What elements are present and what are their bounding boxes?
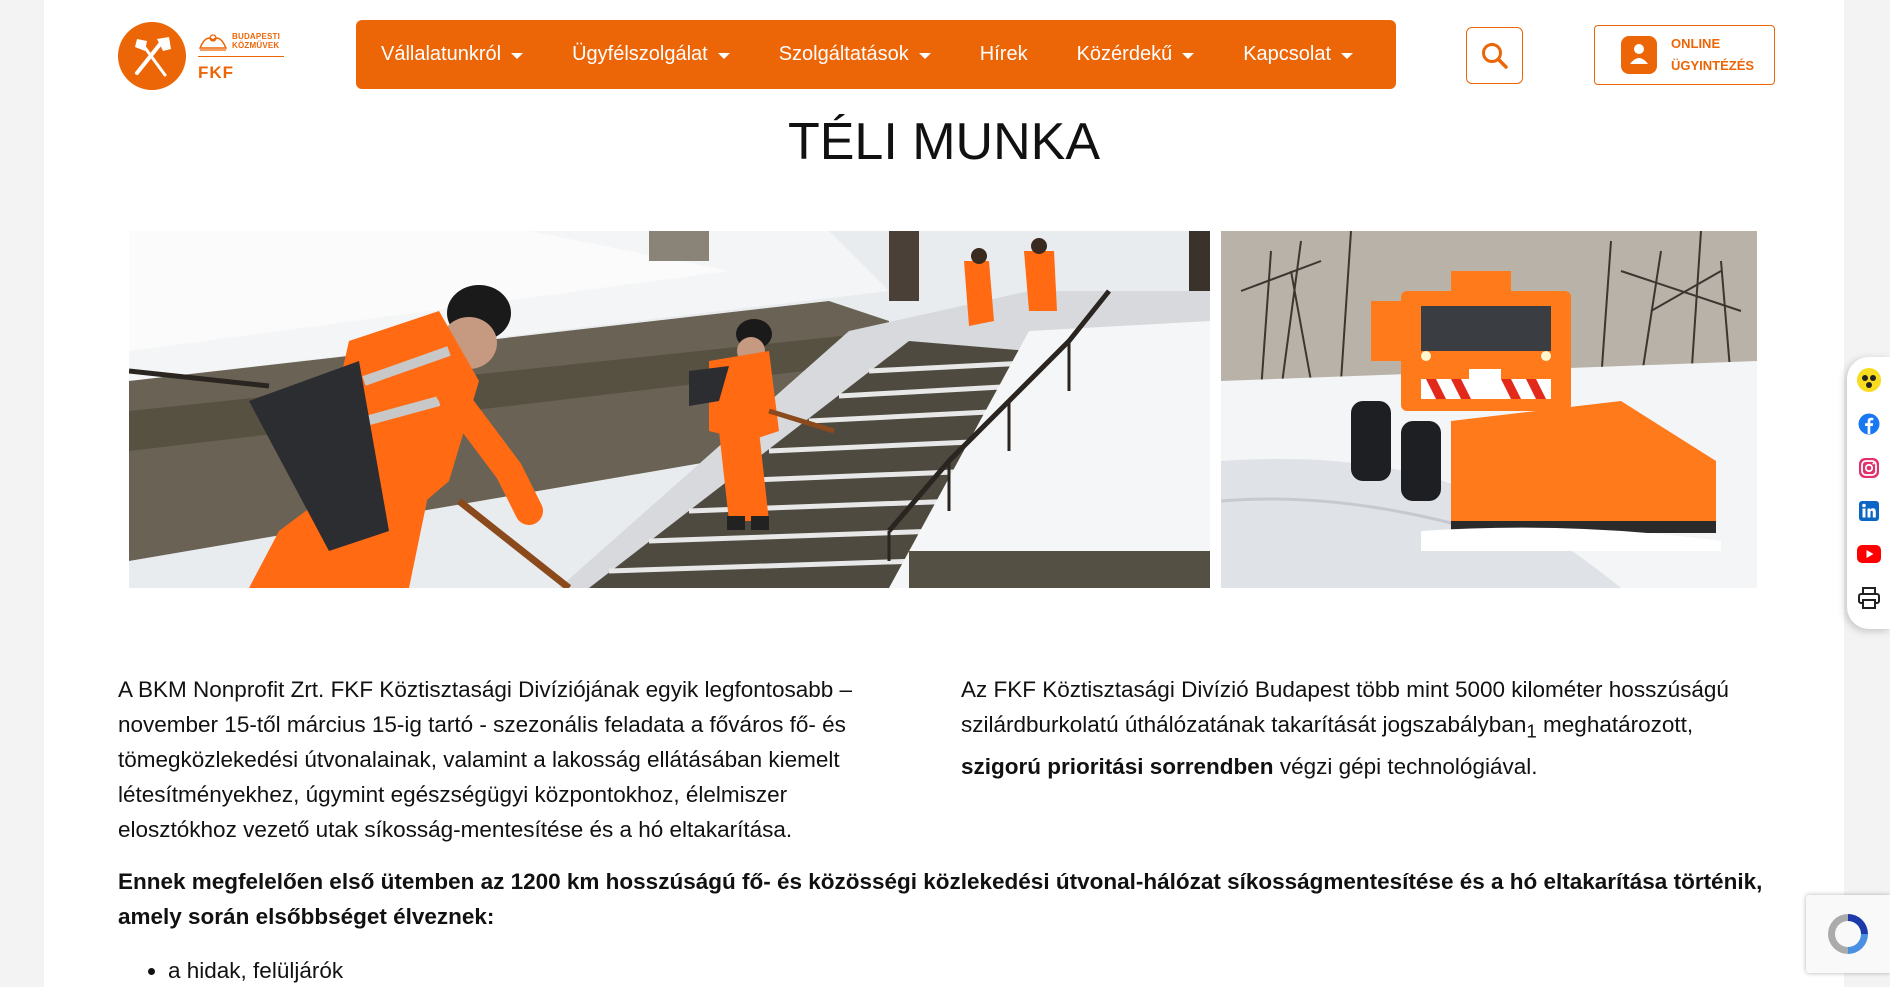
broom-logo-icon: [118, 22, 186, 90]
priority-emphasis: szigorú prioritási sorrendben: [961, 753, 1274, 779]
online-label-1: ONLINE: [1671, 36, 1721, 51]
chevron-down-icon: [1182, 53, 1194, 59]
search-button[interactable]: [1466, 27, 1523, 84]
nav-item-ugyfelszolgalat[interactable]: [572, 43, 730, 66]
recaptcha-badge[interactable]: [1806, 895, 1890, 973]
logo-subtitle-2: KÖZMŰVEK: [232, 40, 280, 50]
winter-workers-stairs-image: [129, 231, 1210, 588]
list-item: • a hidak, felüljárók: [168, 955, 343, 987]
network-text-2: meghatározott,: [1536, 712, 1694, 737]
page-container: [44, 0, 1844, 987]
nav-item-hirek[interactable]: [980, 43, 1028, 66]
nav-label: Szolgáltatások: [778, 43, 909, 65]
crest-icon: [198, 30, 228, 52]
logo-divider: [198, 56, 284, 57]
facebook-icon[interactable]: [1856, 412, 1882, 436]
chevron-down-icon: [1341, 53, 1353, 59]
social-sidebar: [1847, 357, 1890, 629]
network-text-3: végzi gépi technológiával.: [1273, 753, 1538, 779]
logo-name: FKF: [198, 62, 235, 82]
page-title: TÉLI MUNKA: [787, 113, 1101, 171]
print-icon[interactable]: [1856, 586, 1882, 610]
youtube-icon[interactable]: [1856, 542, 1882, 566]
nav-label: Ügyfélszolgálat: [572, 43, 708, 65]
online-label-2: ÜGYINTÉZÉS: [1671, 58, 1755, 73]
recaptcha-icon: [1823, 909, 1873, 959]
user-shield-icon: [1621, 36, 1657, 74]
chevron-down-icon: [511, 53, 523, 59]
intro-paragraph: A BKM Nonprofit Zrt. FKF Köztisztasági Divíziójának egyik legfontosabb – november 15-től március 15-ig tartó - szezonális feladata a főváros fő- és tömegközlekedési útvonalainak, valamint a lakosság ellátásában kiemelt létesítményekhez, úgymint egészségügyi központokhoz, élelmiszer elosztókhoz vezető utak síkosság-mentesítése és a hó eltakarítása.: [118, 677, 853, 842]
nav-label: Hírek: [979, 43, 1028, 65]
snow-plow-truck-image: [1221, 231, 1757, 588]
fkf-logo[interactable]: [118, 20, 293, 92]
priority-paragraph: Ennek megfelelően első ütemben az 1200 km hosszúságú fő- és közösségi közlekedési útvonal-hálózat síkosságmentesítése és a hó eltakarítása történik, amely során elsőbbséget élveznek:: [118, 869, 1763, 929]
nav-item-szolgaltatasok[interactable]: [779, 43, 931, 66]
search-icon: [1480, 41, 1510, 71]
chevron-down-icon: [919, 53, 931, 59]
accessibility-icon[interactable]: [1856, 367, 1882, 393]
footnote-ref[interactable]: 1: [1526, 720, 1537, 742]
linkedin-icon[interactable]: [1856, 499, 1882, 523]
priority-list: [168, 955, 343, 987]
nav-label: Kapcsolat: [1243, 43, 1332, 65]
nav-item-vallalatunkrol[interactable]: [381, 43, 523, 66]
online-ugyintezes-button[interactable]: [1594, 25, 1775, 85]
nav-item-kozerdeku[interactable]: [1077, 43, 1195, 66]
nav-item-kapcsolat[interactable]: [1243, 43, 1353, 66]
network-paragraph: [961, 672, 1761, 784]
main-navigation: [356, 20, 1396, 89]
nav-label: Közérdekű: [1076, 43, 1173, 65]
instagram-icon[interactable]: [1856, 455, 1882, 479]
nav-label: Vállalatunkról: [381, 43, 502, 65]
logo-subtitle-1: BUDAPESTI: [232, 31, 281, 41]
chevron-down-icon: [718, 53, 730, 59]
network-text-1: Az FKF Köztisztasági Divízió Budapest több mint 5000 kilométer hosszúságú szilárdburkolatú úthálózatának takarítását jogszabályban: [961, 677, 1729, 737]
